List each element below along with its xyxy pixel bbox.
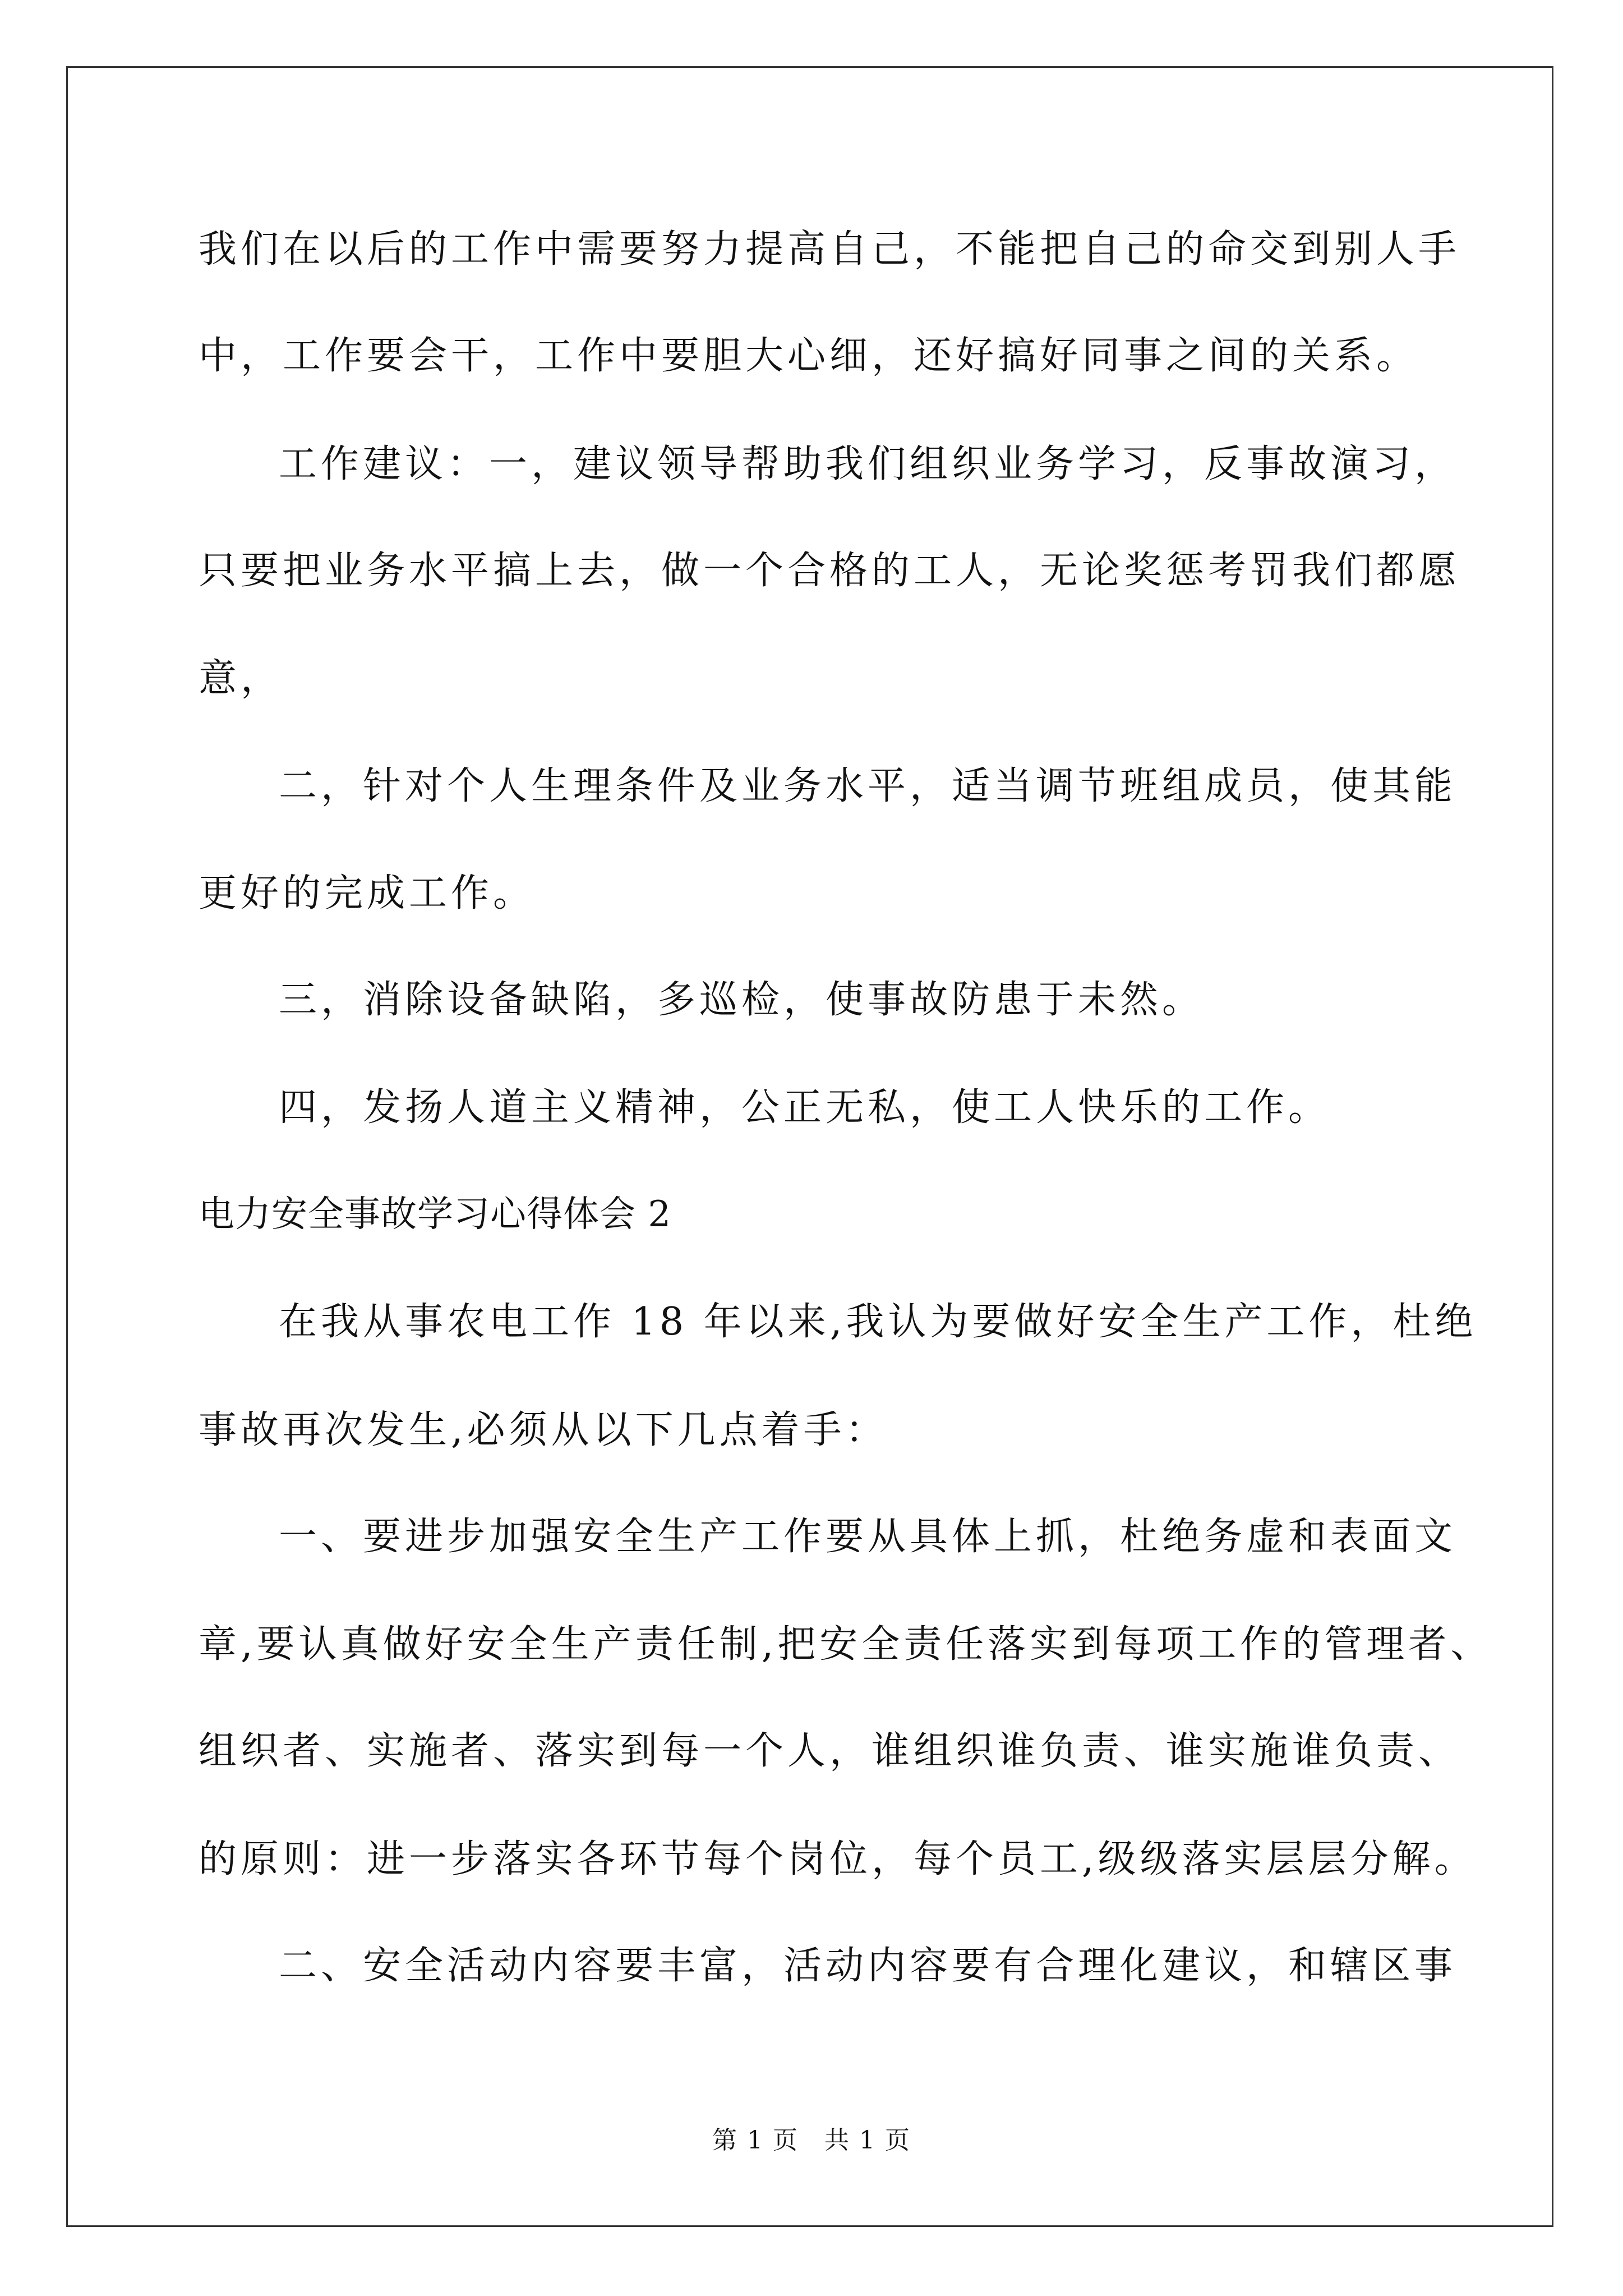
page-border xyxy=(66,66,1553,2227)
paragraph-line: 意， xyxy=(199,656,283,701)
paragraph-line: 组织者、实施者、落实到每一个人，谁组织谁负责、谁实施谁负责、 xyxy=(199,1729,1461,1773)
paragraph-line: 事故再次发生,必须从以下几点着手： xyxy=(199,1408,888,1452)
paragraph-line: 我们在以后的工作中需要努力提高自己，不能把自己的命交到别人手 xyxy=(199,227,1461,272)
section-title: 电力安全事故学习心得体会 2 xyxy=(199,1194,672,1235)
paragraph-line: 四，发扬人道主义精神，公正无私，使工人快乐的工作。 xyxy=(279,1085,1331,1130)
paragraph-line: 更好的完成工作。 xyxy=(199,871,536,915)
page-number-footer: 第 1 页 共 1 页 xyxy=(712,2126,911,2155)
paragraph-line: 章,要认真做好安全生产责任制,把安全责任落实到每项工作的管理者、 xyxy=(199,1622,1493,1667)
paragraph-line: 工作建议：一，建议领导帮助我们组织业务学习，反事故演习， xyxy=(279,442,1457,486)
paragraph-line: 二，针对个人生理条件及业务水平，适当调节班组成员，使其能 xyxy=(279,764,1457,808)
paragraph-line: 中，工作要会干，工作中要胆大心细，还好搞好同事之间的关系。 xyxy=(199,334,1419,378)
paragraph-line: 二、安全活动内容要丰富，活动内容要有合理化建议，和辖区事 xyxy=(279,1944,1457,1988)
paragraph-line: 在我从事农电工作 18 年以来,我认为要做好安全生产工作，杜绝 xyxy=(279,1300,1477,1344)
paragraph-line: 只要把业务水平搞上去，做一个合格的工人，无论奖惩考罚我们都愿 xyxy=(199,549,1461,593)
paragraph-line: 三，消除设备缺陷，多巡检，使事故防患于未然。 xyxy=(279,978,1205,1022)
paragraph-line: 一、要进步加强安全生产工作要从具体上抓，杜绝务虚和表面文 xyxy=(279,1515,1457,1559)
paragraph-line: 的原则：进一步落实各环节每个岗位，每个员工,级级落实层层分解。 xyxy=(199,1837,1477,1881)
